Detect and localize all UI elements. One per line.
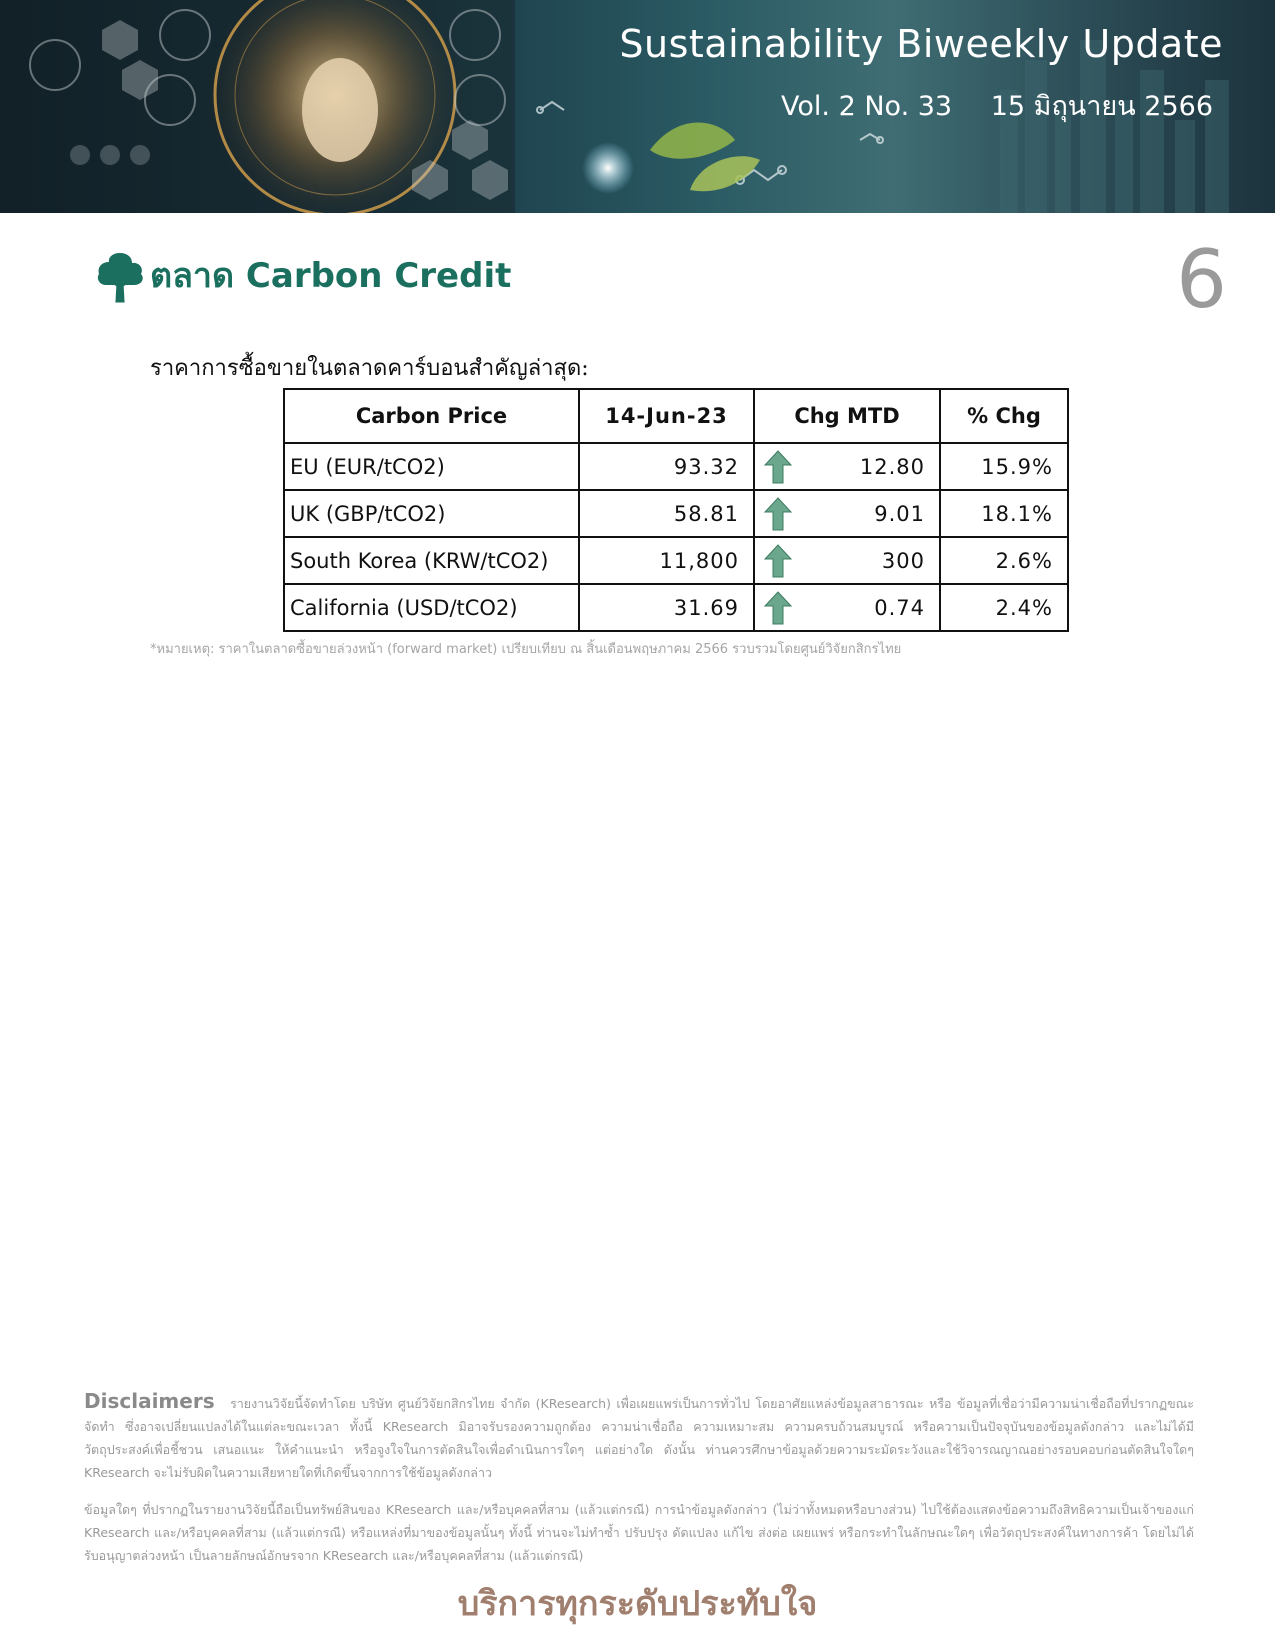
pct-chg-value: 15.9% — [940, 443, 1068, 490]
up-arrow-icon — [763, 449, 793, 485]
chg-mtd-cell — [754, 443, 940, 490]
chg-mtd-cell — [754, 537, 940, 584]
header-carbon-price: Carbon Price — [284, 389, 579, 443]
report-title: Sustainability Biweekly Update — [619, 22, 1223, 66]
price-value: 11,800 — [579, 537, 754, 584]
chg-mtd-cell — [754, 490, 940, 537]
table-row — [284, 490, 1068, 537]
market-name: EU (EUR/tCO2) — [284, 443, 579, 490]
page-number: 6 — [1176, 233, 1227, 326]
tree-icon — [92, 247, 148, 303]
report-volume: Vol. 2 No. 33 — [781, 91, 953, 122]
disclaimer-paragraph-1 — [84, 1390, 1194, 1484]
up-arrow-icon — [763, 543, 793, 579]
chg-mtd-value: 0.74 — [874, 595, 925, 620]
footer-tagline: บริการทุกระดับประทับใจ — [457, 1584, 818, 1624]
section-heading — [92, 246, 511, 304]
chg-mtd-value: 9.01 — [874, 501, 925, 526]
market-name: California (USD/tCO2) — [284, 584, 579, 631]
header-banner — [0, 0, 1275, 213]
table-row — [284, 584, 1068, 631]
disclaimer-paragraph-2: ข้อมูลใดๆ ที่ปรากฏในรายงานวิจัยนี้ถือเป็นทรัพย์สินของ KResearch และ/หรือบุคคลที่สาม (แล้วแต่กรณี) การนำข้อมูลดังกล่าว (ไม่ว่าทั้งหมดหรือบางส่วน) ไปใช้ต้องแสดงข้อความถึงสิทธิความเป็นเจ้าของแก่ KResearch และ/หรือบุคคลที่สาม (แล้วแต่กรณี) หรือแหล่งที่มาของข้อมูลนั้นๆ ทั้งนี้ ท่านจะไม่ทำซ้ำ ปรับปรุง ดัดแปลง แก้ไข ส่งต่อ เผยแพร่ หรือกระทำในลักษณะใดๆ เพื่อวัตถุประสงค์ในทางการค้า โดยไม่ได้รับอนุญาตล่วงหน้า เป็นลายลักษณ์อักษรจาก KResearch และ/หรือบุคคลที่สาม (แล้วแต่กรณี) — [84, 1502, 1194, 1563]
market-name: UK (GBP/tCO2) — [284, 490, 579, 537]
report-issue — [781, 84, 1213, 127]
carbon-price-table — [283, 388, 1069, 632]
table-footnote: *หมายเหตุ: ราคาในตลาดซื้อขายล่วงหน้า (forward market) เปรียบเทียบ ณ สิ้นเดือนพฤษภาคม 2566 รวบรวมโดยศูนย์วิจัยกสิกรไทย — [150, 642, 902, 657]
price-value: 93.32 — [579, 443, 754, 490]
up-arrow-icon — [763, 496, 793, 532]
pct-chg-value: 18.1% — [940, 490, 1068, 537]
header-pct-chg: % Chg — [940, 389, 1068, 443]
header-date: 14-Jun-23 — [579, 389, 754, 443]
pct-chg-value: 2.4% — [940, 584, 1068, 631]
disclaimer-text-1: รายงานวิจัยนี้จัดทำโดย บริษัท ศูนย์วิจัยกสิกรไทย จำกัด (KResearch) เพื่อเผยแพร่เป็นการทั่วไป โดยอาศัยแหล่งข้อมูลสาธารณะ หรือ ข้อมูลที่เชื่อว่ามีความน่าเชื่อถือที่ปรากฏขณะจัดทำ ซึ่งอาจเปลี่ยนแปลงได้ในแต่ละขณะเวลา ทั้งนี้ KResearch มิอาจรับรองความถูกต้อง ความน่าเชื่อถือ ความเหมาะสม ความครบถ้วนสมบูรณ์ หรือความเป็นปัจจุบันของข้อมูลดังกล่าว และไม่ได้มีวัตถุประสงค์เพื่อชี้ชวน เสนอแนะ ให้คำแนะนำ หรือจูงใจในการตัดสินใจเพื่อดำเนินการใดๆ แต่อย่างใด ดังนั้น ท่านควรศึกษาข้อมูลด้วยความระมัดระวังและใช้วิจารณญาณอย่างรอบคอบก่อนตัดสินใจใดๆ KResearch จะไม่รับผิดในความเสียหายใดที่เกิดขึ้นจากการใช้ข้อมูลดังกล่าว — [84, 1396, 1194, 1480]
disclaimer-section — [84, 1390, 1194, 1581]
price-value: 31.69 — [579, 584, 754, 631]
section-title: ตลาด Carbon Credit — [150, 256, 512, 296]
table-header-row — [284, 389, 1068, 443]
chg-mtd-value: 12.80 — [859, 454, 925, 479]
report-date: 15 มิถุนายน 2566 — [990, 91, 1213, 122]
chg-mtd-cell — [754, 584, 940, 631]
disclaimer-title: Disclaimers — [84, 1389, 215, 1413]
chg-mtd-value: 300 — [881, 548, 925, 573]
table-row — [284, 537, 1068, 584]
price-value: 58.81 — [579, 490, 754, 537]
header-chg-mtd: Chg MTD — [754, 389, 940, 443]
intro-text: ราคาการซื้อขายในตลาดคาร์บอนสำคัญล่าสุด: — [150, 356, 589, 381]
table-row — [284, 443, 1068, 490]
pct-chg-value: 2.6% — [940, 537, 1068, 584]
up-arrow-icon — [763, 590, 793, 626]
market-name: South Korea (KRW/tCO2) — [284, 537, 579, 584]
